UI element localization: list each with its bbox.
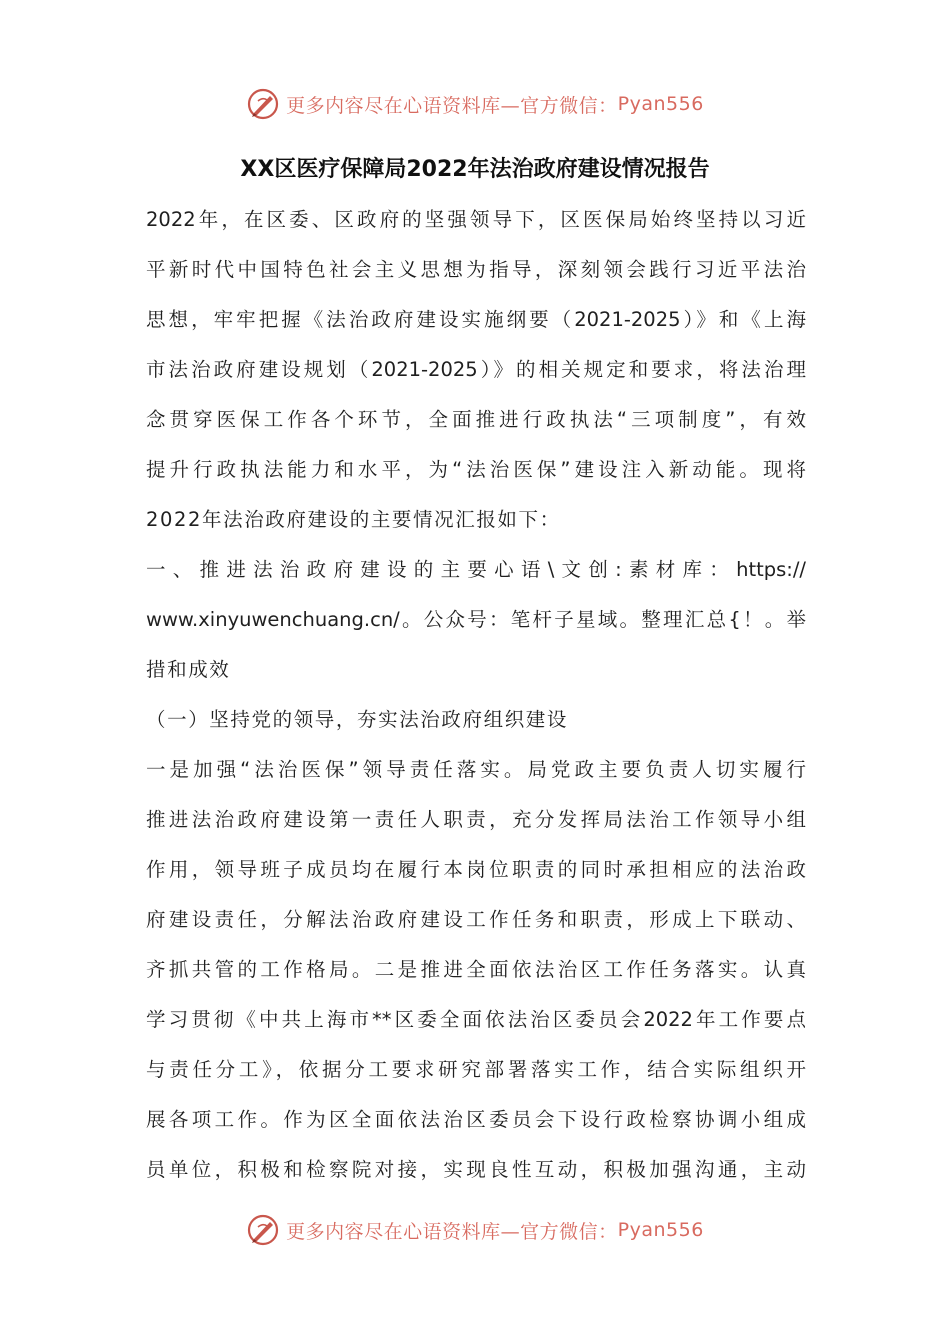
footer-banner: [0, 1210, 950, 1250]
body-line: 一是加强“法治医保”领导责任落实。局党政主要负责人切实履行: [146, 758, 806, 781]
body-line: www.xinyuwenchuang.cn/。公众号：笔杆子星域。整理汇总{！。举: [146, 608, 806, 631]
body-line: 推进法治政府建设第一责任人职责，充分发挥局法治工作领导小组: [146, 808, 806, 831]
section-heading-line: 一、推进法治政府建设的主要心语\文创:素材库：https://: [146, 558, 806, 581]
body-line: 提升行政执法能力和水平，为“法治医保”建设注入新动能。现将: [146, 458, 806, 481]
banner-text: 更多内容尽在心语资料库—官方微信：: [286, 94, 618, 117]
header-banner: [0, 84, 950, 124]
pen-seal-icon: [246, 1213, 280, 1247]
pen-seal-icon: [246, 87, 280, 121]
document-title: XX区医疗保障局2022年法治政府建设情况报告: [240, 157, 710, 182]
body-line: 学习贯彻《中共上海市**区委全面依法治区委员会2022年工作要点: [146, 1008, 806, 1031]
subsection-heading: （一）坚持党的领导，夯实法治政府组织建设: [146, 708, 569, 731]
body-line: 2022年法治政府建设的主要情况汇报如下：: [146, 508, 561, 531]
body-line: 齐抓共管的工作格局。二是推进全面依法治区工作任务落实。认真: [146, 958, 806, 981]
body-line: 2022年，在区委、区政府的坚强领导下，区医保局始终坚持以习近: [146, 208, 806, 231]
body-line: 与责任分工》，依据分工要求研究部署落实工作，结合实际组织开: [146, 1058, 806, 1081]
banner-wechat-id: Pyan556: [617, 1219, 704, 1241]
body-line: 作用，领导班子成员均在履行本岗位职责的同时承担相应的法治政: [146, 858, 806, 881]
body-line: 思想，牢牢把握《法治政府建设实施纲要（2021-2025）》和《上海: [146, 308, 806, 331]
body-line: 市法治政府建设规划（2021-2025）》的相关规定和要求，将法治理: [146, 358, 806, 381]
body-line: 员单位，积极和检察院对接，实现良性互动，积极加强沟通，主动: [146, 1158, 806, 1181]
banner-wechat-id: Pyan556: [617, 93, 704, 115]
banner-text: 更多内容尽在心语资料库—官方微信：: [286, 1220, 618, 1243]
body-line: 府建设责任，分解法治政府建设工作任务和职责，形成上下联动、: [146, 908, 806, 931]
body-line: 念贯穿医保工作各个环节，全面推进行政执法“三项制度”，有效: [146, 408, 806, 431]
body-line: 平新时代中国特色社会主义思想为指导，深刻领会践行习近平法治: [146, 258, 806, 281]
body-line: 展各项工作。作为区全面依法治区委员会下设行政检察协调小组成: [146, 1108, 806, 1131]
body-line: 措和成效: [146, 658, 231, 681]
document-body: [146, 198, 806, 1198]
